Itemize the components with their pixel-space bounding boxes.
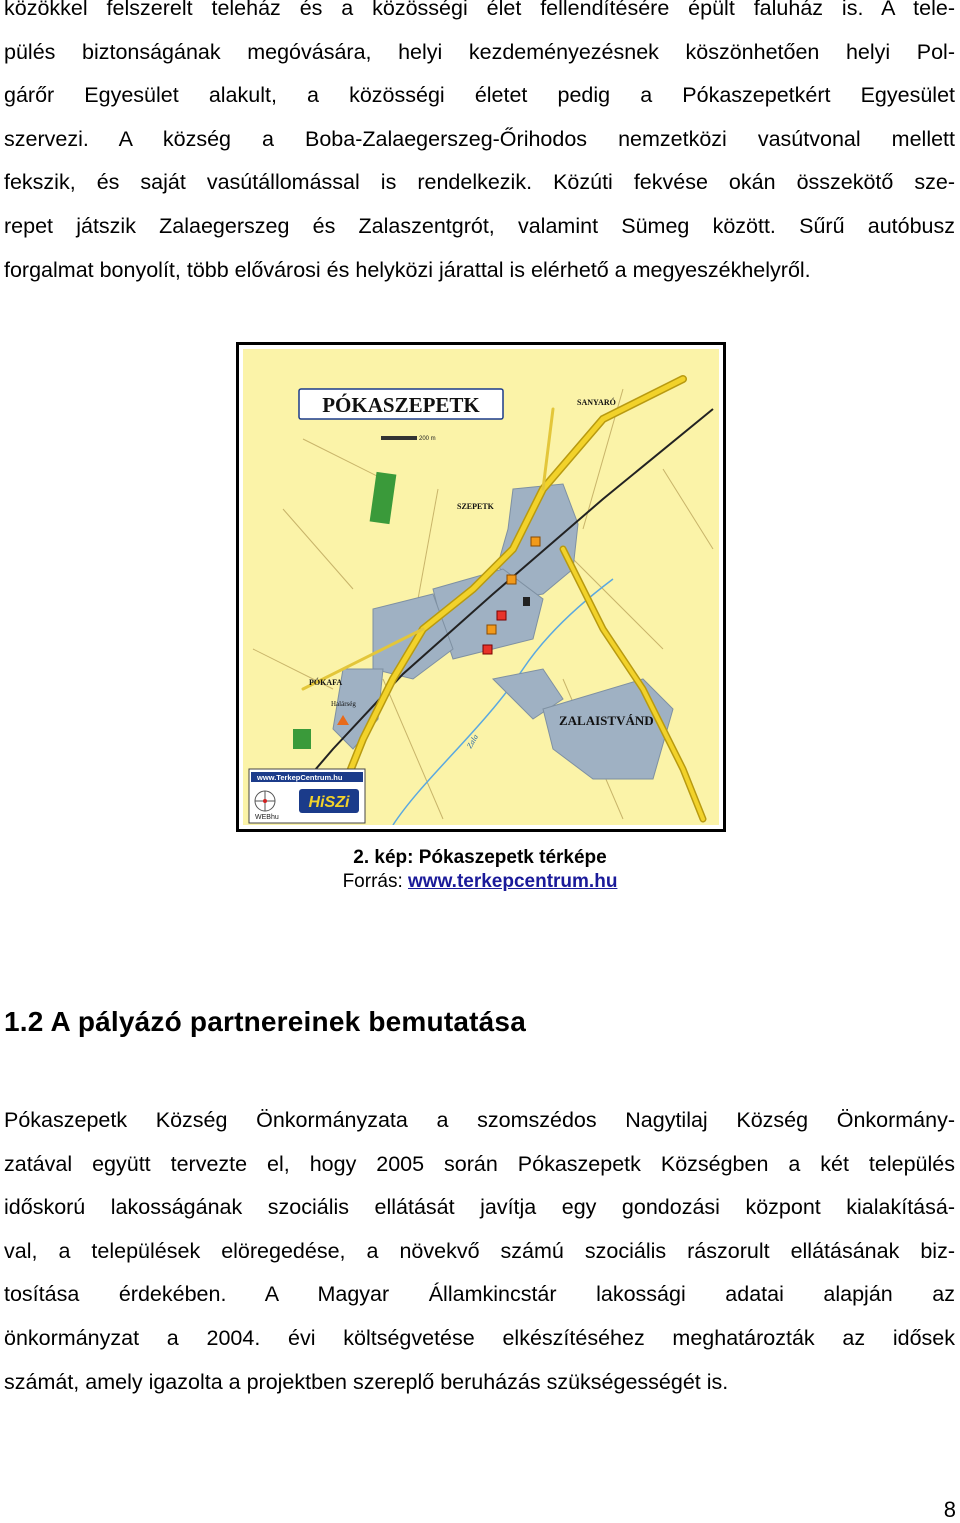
source-link[interactable]: www.terkepcentrum.hu <box>408 871 618 892</box>
figure-caption: 2. kép: Pókaszepetk térképe <box>353 847 607 868</box>
village-map <box>243 349 719 825</box>
map-label-szepetk: SZEPETK <box>457 502 494 511</box>
page-number: 8 <box>943 1497 956 1522</box>
text-line: időskorú lakosságának szociális ellátását javítja egy gondozási központ kialakításá- <box>4 1195 955 1220</box>
text-line: szervezi. A község a Boba-Zalaegerszeg-Őrihodos nemzetközi vasútvonal mellett <box>4 126 955 151</box>
text-line: önkormányzat a 2004. évi költségvetése elkészítéséhez meghatározták az idősek <box>4 1325 955 1350</box>
text-line: tosítása érdekében. A Magyar Államkincstár lakossági adatai alapján az <box>4 1282 955 1307</box>
text-line: közökkel felszerelt teleház és a közösségi élet fellendítésére épült faluház is. A tele- <box>4 0 955 20</box>
svg-text:WEBhu: WEBhu <box>255 814 279 821</box>
text-line: zatával együtt tervezte el, hogy 2005 során Pókaszepetk Községben a két település <box>4 1151 955 1176</box>
text-line: val, a települések elöregedése, a növekvő számú szociális rászorult ellátásának biz- <box>4 1238 955 1263</box>
text-line: repet játszik Zalaegerszeg és Zalaszentgrót, valamint Sümeg között. Sűrű autóbusz <box>4 213 955 238</box>
section-heading: 1.2 A pályázó partnereinek bemutatása <box>4 1006 526 1037</box>
text-line: gárőr Egyesület alakult, a közösségi életet pedig a Pókaszepetkért Egyesület <box>4 83 955 108</box>
text-line: forgalmat bonyolít, több elővárosi és helyközi járattal is elérhető a megyeszékhelyről. <box>4 257 811 282</box>
intro-paragraph <box>4 0 955 292</box>
terkepcentrum-logo <box>249 769 365 823</box>
map-title: PÓKASZEPETK <box>322 393 480 417</box>
map-label-zalaistvand: ZALAISTVÁND <box>559 713 654 728</box>
map-scale: 200 m <box>419 436 436 442</box>
map-label-zala: Zala <box>464 732 481 750</box>
text-line: Pókaszepetk Község Önkormányzata a szomszédos Nagytilaj Község Önkormány- <box>4 1108 955 1132</box>
text-line: pülés biztonságának megóvására, helyi kezdeményezésnek köszönhetően helyi Pol- <box>4 39 955 64</box>
map-figure <box>236 342 726 832</box>
map-label-halarseg: Halárség <box>331 700 356 708</box>
map-label-sanyaro: SANYARÓ <box>577 398 616 407</box>
map-label-pokafa: PÓKAFA <box>309 678 343 687</box>
figure-source <box>0 870 960 894</box>
body-paragraph <box>4 1099 955 1404</box>
svg-text:HiSZi: HiSZi <box>308 794 350 811</box>
svg-text:www.TerkepCentrum.hu: www.TerkepCentrum.hu <box>257 773 343 782</box>
source-label: Forrás: <box>342 871 409 892</box>
text-line: fekszik, és saját vasútállomással is rendelkezik. Közúti fekvése okán összekötő sze- <box>4 170 955 195</box>
text-line: számát, amely igazolta a projektben szereplő beruházás szükségességét is. <box>4 1369 729 1394</box>
